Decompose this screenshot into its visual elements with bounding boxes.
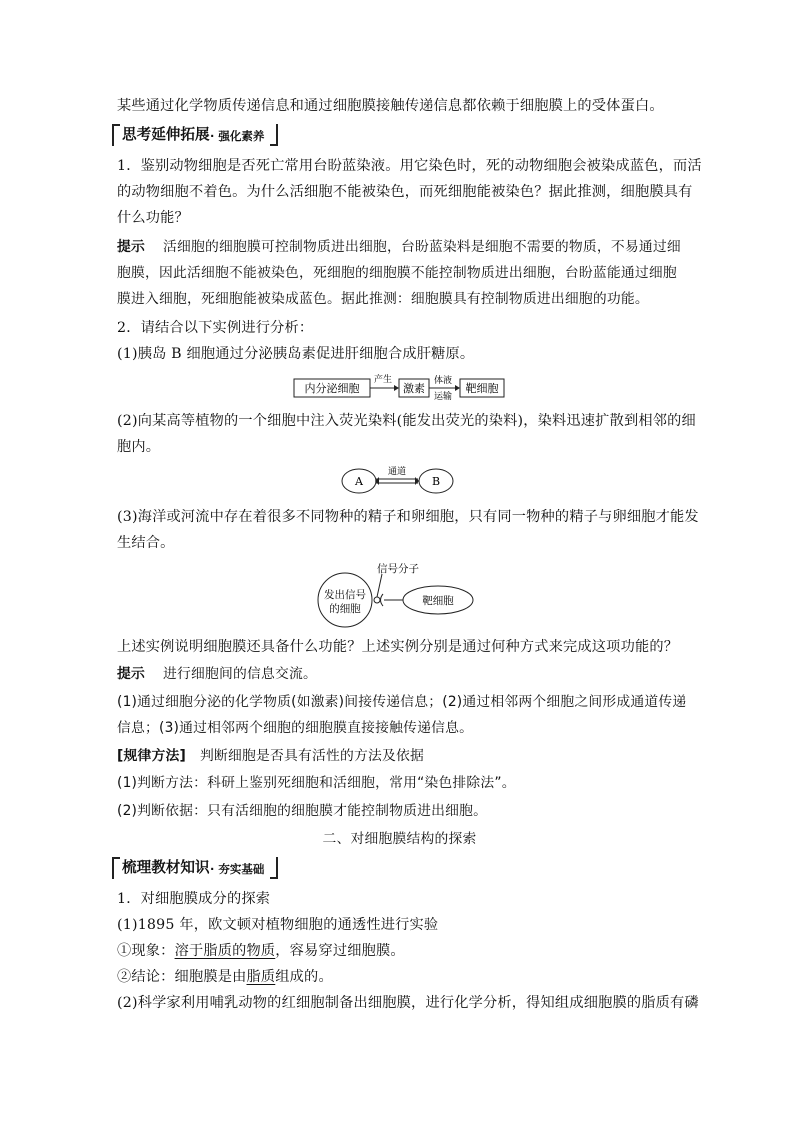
receptor-cup	[381, 594, 384, 606]
observation-suffix: ，容易穿过细胞膜。	[275, 943, 405, 959]
signal-molecule-dot	[374, 597, 380, 603]
sender-cell-label-2: 的细胞	[329, 603, 361, 615]
channel-arrowhead-right	[415, 477, 419, 485]
section-header-title: 思考延伸拓展	[122, 126, 210, 143]
conclusion-prefix: ②结论：细胞膜是由	[117, 969, 247, 985]
arrow-transport-bottom: 运输	[433, 392, 453, 402]
conclusion-line	[117, 967, 682, 987]
arrow-transport-top: 体液	[433, 376, 453, 386]
method-label: [规律方法]	[117, 748, 186, 764]
box-target-cell-label: 靶细胞	[465, 382, 499, 395]
q1-line-3: 什么功能？	[117, 210, 189, 226]
target-cell-label: 靶细胞	[422, 595, 454, 607]
channel-label: 通道	[387, 467, 407, 477]
hint-text: 活细胞的细胞膜可控制物质进出细胞，台盼蓝染料是细胞不需要的物质，不易通过细	[163, 239, 681, 255]
diagram-direct-contact	[314, 558, 480, 630]
signal-leader-line	[377, 574, 382, 597]
part1-sub1: (1)1895 年，欧文顿对植物细胞的通透性进行实验	[117, 917, 439, 933]
diagram-hormone-signaling	[290, 372, 510, 402]
example-1: (1)胰岛 B 细胞通过分泌胰岛素促进肝细胞合成肝糖原。	[117, 346, 475, 362]
example-3-line-1: (3)海洋或河流中存在着很多不同物种的精子和卵细胞，只有同一物种的精子与卵细胞才能发	[117, 509, 699, 525]
q1-hint	[117, 237, 682, 257]
function-question: 上述实例说明细胞膜还具备什么功能？上述实例分别是通过何种方式来完成这项功能的？	[117, 639, 679, 655]
section-header-title: 梳理教材知识	[122, 859, 210, 876]
section-header-think	[112, 124, 282, 146]
q1-line-1: 1．鉴别动物细胞是否死亡常用台盼蓝染液。用它染色时，死的动物细胞会被染成蓝色，而活	[117, 158, 702, 174]
box-hormone-label: 激素	[403, 382, 425, 395]
example-3-line-2: 生结合。	[117, 535, 175, 551]
arrow-produce-label: 产生	[373, 375, 393, 385]
part1-heading: 1．对细胞膜成分的探索	[117, 891, 271, 907]
signal-molecule-label: 信号分子	[377, 563, 419, 575]
sender-cell-label-1: 发出信号	[324, 589, 366, 601]
q2-hint	[117, 664, 682, 684]
section-header-subtitle: · 强化素养	[210, 129, 265, 143]
example-2-line-1: (2)向某高等植物的一个细胞中注入荧光染料(能发出荧光的染料)，染料迅速扩散到相邻的细	[117, 413, 696, 429]
hint-label: 提示	[117, 666, 145, 682]
q1-line-2: 的动物细胞不着色。为什么活细胞不能被染色，而死细胞能被染色？据此推测，细胞膜具有	[117, 184, 693, 200]
observation-underlined: 溶于脂质的物质	[174, 943, 276, 959]
intro-paragraph: 某些通过化学物质传递信息和通过细胞膜接触传递信息都依赖于细胞膜上的受体蛋白。	[117, 98, 664, 114]
box-endocrine-cell-label: 内分泌细胞	[304, 382, 360, 395]
section-2-title: 二、对细胞膜结构的探索	[322, 831, 477, 847]
q1-hint-line-2: 胞膜，因此活细胞不能被染色，死细胞的细胞膜不能控制物质进出细胞，台盼蓝能通过细胞	[117, 265, 677, 281]
hint-text: 进行细胞间的信息交流。	[163, 666, 317, 682]
section-header-subtitle: · 夯实基础	[210, 862, 265, 876]
method-title: 判断细胞是否具有活性的方法及依据	[200, 748, 424, 764]
arrowhead-transport	[455, 385, 460, 391]
cell-b-label: B	[431, 475, 441, 488]
part1-sub2: (2)科学家利用哺乳动物的红细胞制备出细胞膜，进行化学分析，得知组成细胞膜的脂质有磷	[117, 995, 699, 1011]
method-heading	[117, 746, 682, 766]
conclusion-underlined: 脂质	[246, 969, 276, 985]
hint-label: 提示	[117, 239, 145, 255]
example-2-line-2: 胞内。	[117, 439, 161, 455]
observation-prefix: ①现象：	[117, 943, 175, 959]
method-line-1: (1)判断方法：科研上鉴别死细胞和活细胞，常用“染色排除法”。	[117, 775, 516, 791]
q2-line: 2．请结合以下实例进行分析：	[117, 320, 314, 336]
conclusion-suffix: 组成的。	[275, 969, 333, 985]
q2-answer-line-1: (1)通过细胞分泌的化学物质(如激素)间接传递信息；(2)通过相邻两个细胞之间形成通道传递	[117, 694, 687, 710]
section-header-sort	[112, 857, 282, 879]
q2-answer-line-2: 信息；(3)通过相邻两个细胞的细胞膜直接接触传递信息。	[117, 720, 474, 736]
diagram-channel	[338, 464, 462, 498]
cell-a-label: A	[355, 475, 363, 488]
method-line-2: (2)判断依据：只有活细胞的细胞膜才能控制物质进出细胞。	[117, 803, 488, 819]
arrowhead-produce	[394, 385, 399, 391]
observation-line	[117, 941, 682, 961]
q1-hint-line-3: 膜进入细胞，死细胞能被染成蓝色。据此推测：细胞膜具有控制物质进出细胞的功能。	[117, 291, 649, 307]
